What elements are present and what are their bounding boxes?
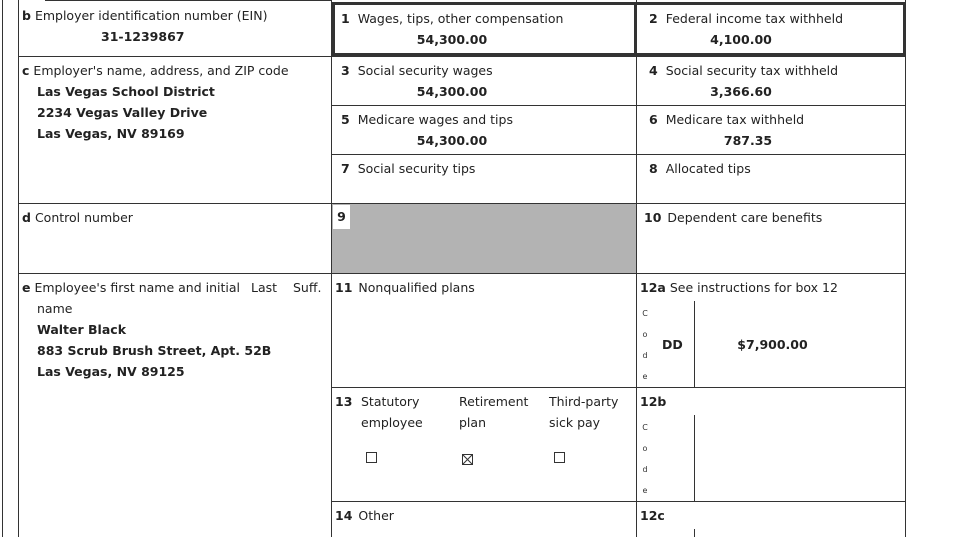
box-e-label-text: Employee's first name and initial: [34, 280, 241, 295]
box11-number: 11: [335, 280, 353, 295]
box13-thirdparty-line2: sick pay: [549, 415, 601, 430]
row-divider-de: [18, 273, 906, 274]
box12b-code-letter-o: o: [642, 444, 648, 453]
box12a-number: 12a: [640, 280, 666, 295]
box12a-code: DD: [662, 337, 683, 352]
box-e-label-suff: Suff.: [293, 280, 322, 295]
box12a-amount: $7,900.00: [737, 337, 808, 352]
box2-label: [649, 11, 843, 27]
box12a-label-text: See instructions for box 12: [669, 280, 838, 295]
box14-label: [335, 508, 394, 524]
box13-thirdparty-line1: Third-party: [549, 394, 619, 409]
box-d-label-text: Control number: [34, 210, 133, 225]
top-border-left: [45, 0, 332, 1]
row-divider-13-14: [331, 501, 906, 502]
box5-label: [341, 112, 513, 128]
form-right-border: [905, 0, 906, 537]
box3-label-text: Social security wages: [357, 63, 493, 78]
box12b-label: 12b: [640, 394, 667, 409]
third-party-sick-pay-checkbox[interactable]: [554, 452, 565, 463]
box3-value: 54,300.00: [416, 84, 488, 99]
box4-label: [649, 63, 838, 79]
box9-number: 9: [333, 205, 350, 229]
box-e-label: [22, 280, 240, 296]
box12a-code-letter-c: C: [642, 309, 648, 318]
box12a-label: [640, 280, 838, 296]
box-c-label: [22, 63, 289, 79]
box-d-label: [22, 210, 133, 226]
box12a-code-letter-d: d: [642, 351, 648, 360]
box11-label-text: Nonqualified plans: [358, 280, 475, 295]
box4-number: 4: [649, 63, 658, 78]
box13-statutory-line1: Statutory: [361, 394, 420, 409]
employer-street: 2234 Vegas Valley Drive: [37, 105, 208, 120]
box12a-code-letter-e: e: [642, 372, 648, 381]
box-e-label-last: Last: [251, 280, 278, 295]
box11-label: [335, 280, 475, 296]
row-divider-bc: [18, 56, 906, 57]
box-b-label: [22, 8, 267, 24]
box2-label-text: Federal income tax withheld: [665, 11, 843, 26]
box1-label-text: Wages, tips, other compensation: [357, 11, 564, 26]
box10-label-text: Dependent care benefits: [667, 210, 823, 225]
box10-number: 10: [644, 210, 662, 225]
column-divider-2: [636, 0, 637, 537]
box3-number: 3: [341, 63, 350, 78]
box-e-letter: e: [22, 280, 31, 295]
code-divider-12c: [694, 529, 695, 537]
box6-label: [649, 112, 804, 128]
box2-value: 4,100.00: [710, 32, 772, 47]
form-outer-left-edge: [2, 0, 3, 537]
box7-number: 7: [341, 161, 350, 176]
employee-city-state-zip: Las Vegas, NV 89125: [37, 364, 185, 379]
employer-city-state-zip: Las Vegas, NV 89169: [37, 126, 185, 141]
retirement-plan-checkbox[interactable]: [462, 454, 473, 465]
row-divider-11-13: [331, 387, 906, 388]
box14-label-text: Other: [358, 508, 394, 523]
box-c-letter: c: [22, 63, 30, 78]
box-e-label-name: name: [37, 301, 73, 316]
box10-label: [644, 210, 822, 226]
box1-label: [341, 11, 563, 27]
box5-number: 5: [341, 112, 350, 127]
statutory-employee-checkbox[interactable]: [366, 452, 377, 463]
box8-label: [649, 161, 751, 177]
box13-statutory-line2: employee: [361, 415, 423, 430]
box6-label-text: Medicare tax withheld: [665, 112, 805, 127]
employee-name: Walter Black: [37, 322, 127, 337]
box-b-letter: b: [22, 8, 31, 23]
box4-label-text: Social security tax withheld: [665, 63, 839, 78]
box2-number: 2: [649, 11, 658, 26]
box7-label: [341, 161, 475, 177]
box9-shaded-area: [332, 204, 636, 273]
box12b-code-letter-d: d: [642, 465, 648, 474]
code-divider-12b: [694, 415, 695, 501]
row-divider-5-7: [331, 154, 906, 155]
box12c-label: 12c: [640, 508, 665, 523]
employer-name: Las Vegas School District: [37, 84, 215, 99]
box-c-label-text: Employer's name, address, and ZIP code: [33, 63, 289, 78]
form-left-border: [18, 0, 19, 537]
box12b-code-letter-c: C: [642, 423, 648, 432]
box-b-label-text: Employer identification number (EIN): [34, 8, 268, 23]
box12b-code-letter-e: e: [642, 486, 648, 495]
box5-label-text: Medicare wages and tips: [357, 112, 513, 127]
box13-number: 13: [335, 394, 353, 409]
box3-label: [341, 63, 493, 79]
box8-number: 8: [649, 161, 658, 176]
box1-number: 1: [341, 11, 350, 26]
box1-value: 54,300.00: [416, 32, 488, 47]
box13-retirement-line2: plan: [459, 415, 486, 430]
box12a-code-letter-o: o: [642, 330, 648, 339]
box5-value: 54,300.00: [416, 133, 488, 148]
box7-label-text: Social security tips: [357, 161, 476, 176]
row-divider-3-5: [331, 105, 906, 106]
employer-ein-value: 31-1239867: [101, 29, 185, 44]
box8-label-text: Allocated tips: [665, 161, 751, 176]
box13-retirement-line1: Retirement: [459, 394, 529, 409]
box6-number: 6: [649, 112, 658, 127]
box14-number: 14: [335, 508, 353, 523]
box6-value: 787.35: [723, 133, 773, 148]
box-d-letter: d: [22, 210, 31, 225]
box4-value: 3,366.60: [710, 84, 772, 99]
employee-street: 883 Scrub Brush Street, Apt. 52B: [37, 343, 272, 358]
